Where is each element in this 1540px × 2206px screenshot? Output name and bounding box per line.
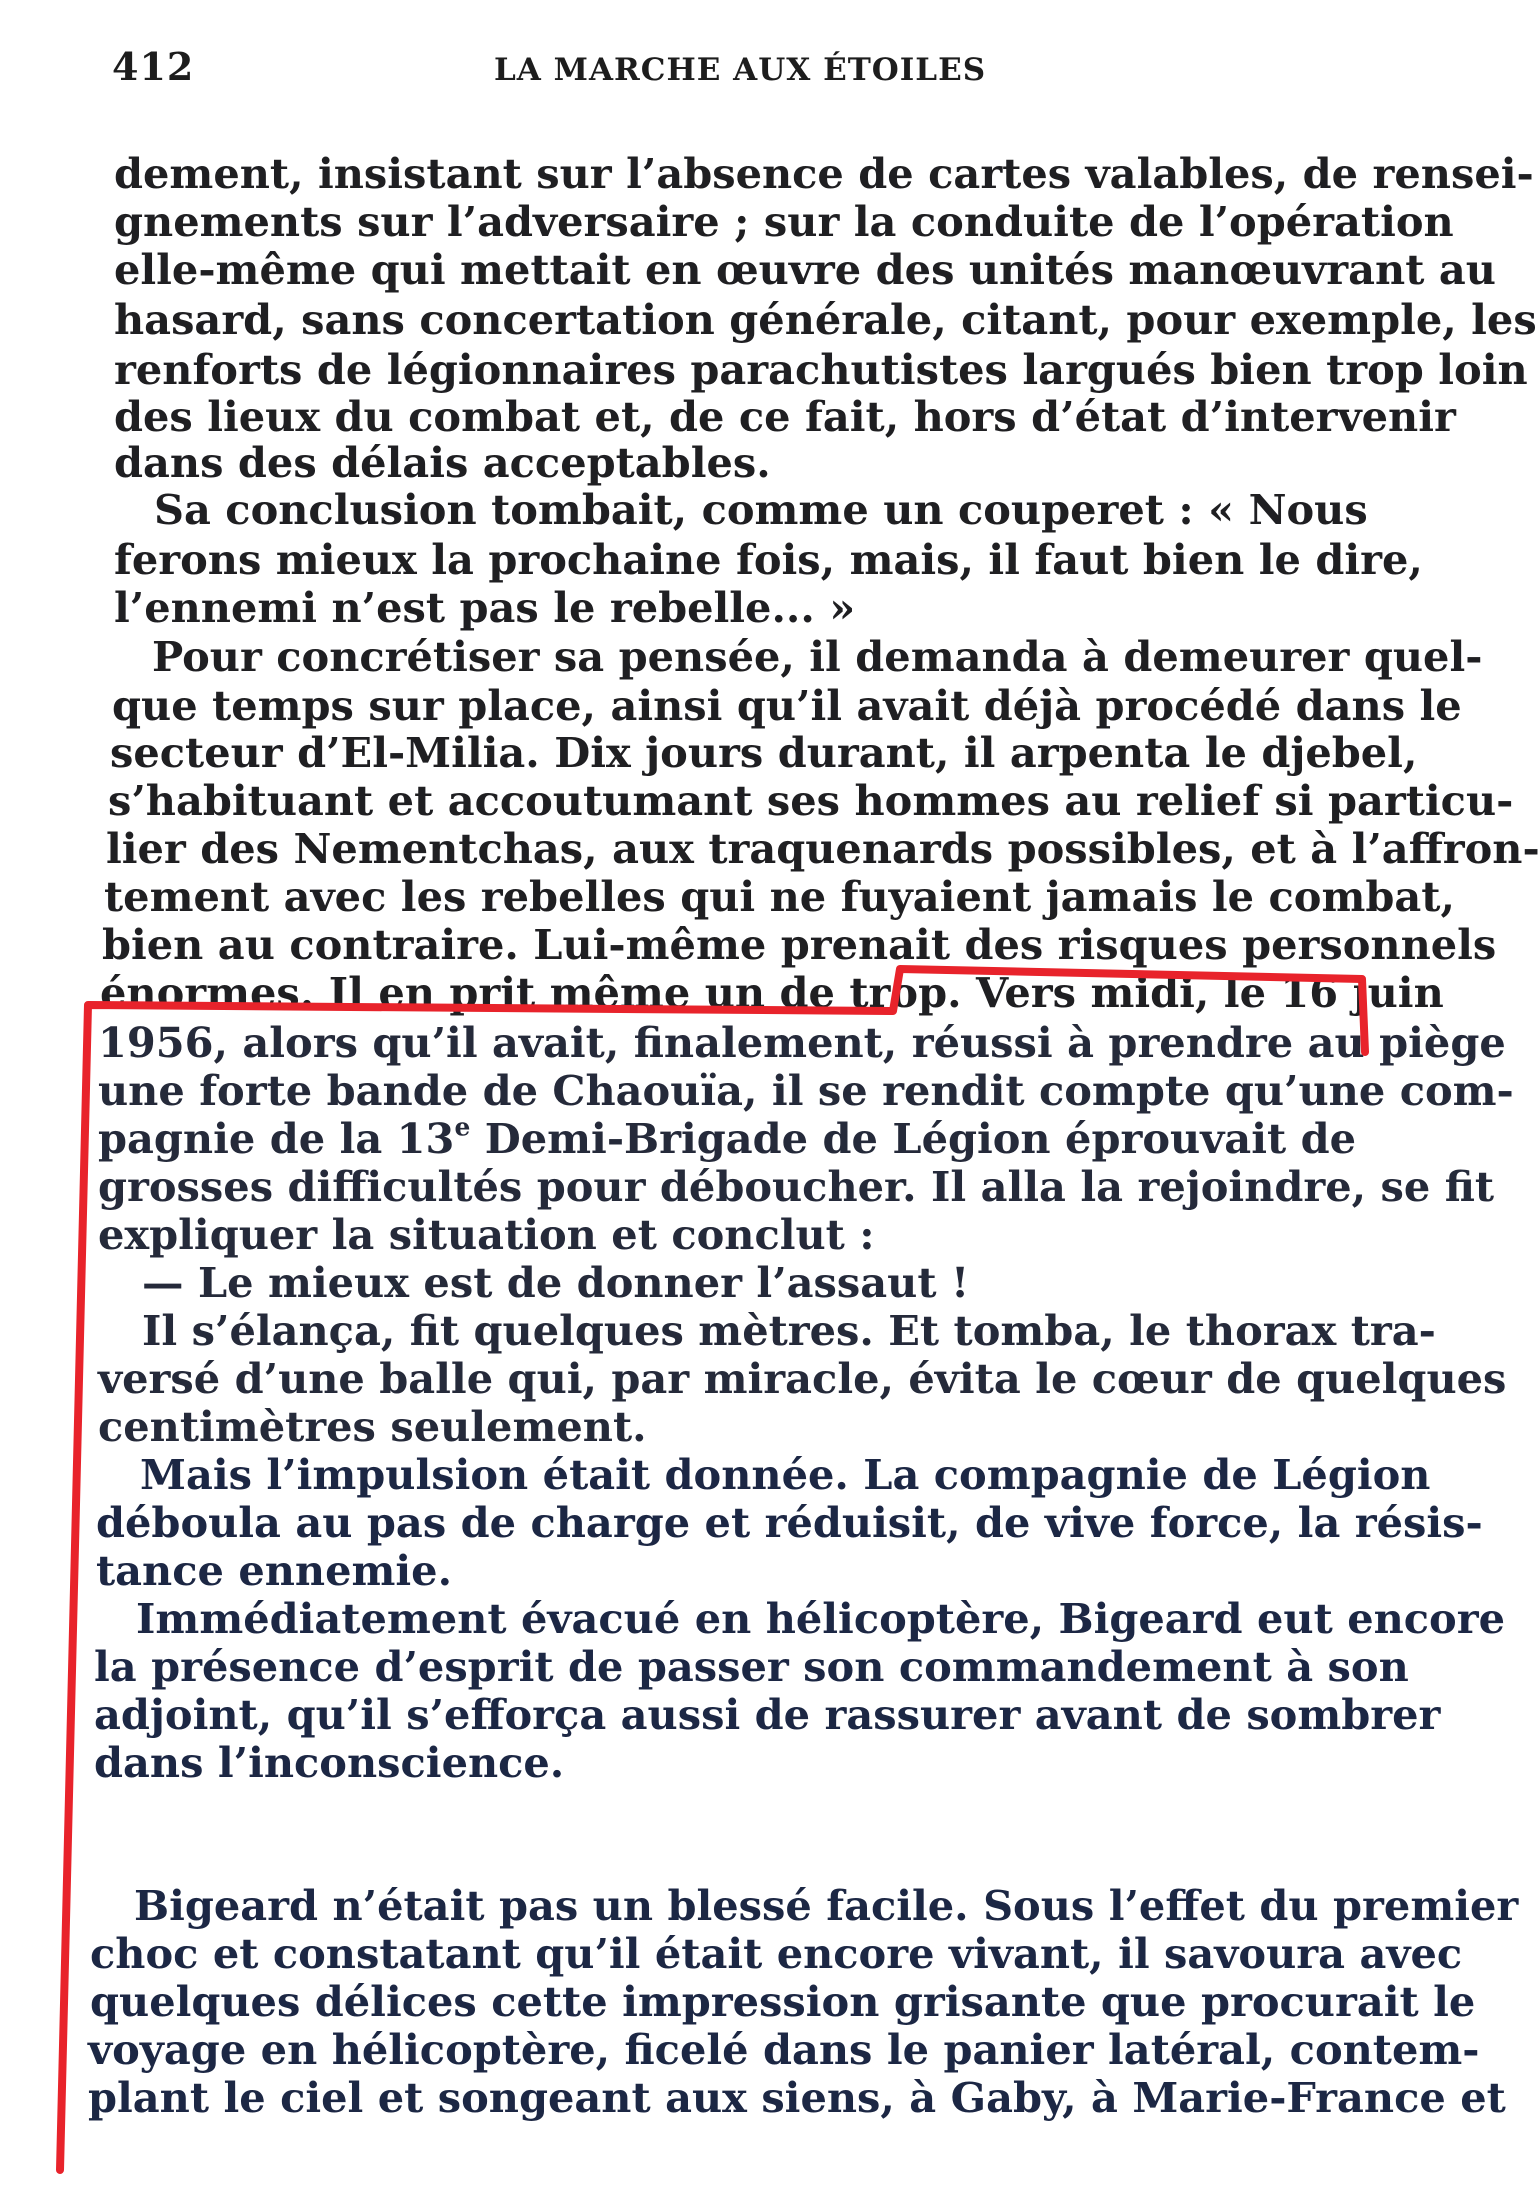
text-line: des lieux du combat et, de ce fait, hors d’état d’intervenir <box>114 392 1456 441</box>
text-line: bien au contraire. Lui-même prenait des risques personnels <box>102 920 1497 969</box>
text-line: ferons mieux la prochaine fois, mais, il faut bien le dire, <box>114 535 1423 584</box>
text-line: une forte bande de Chaouïa, il se rendit compte qu’une com- <box>98 1066 1514 1115</box>
text-line: elle-même qui mettait en œuvre des unités manœuvrant au <box>114 245 1496 294</box>
text-line: 1956, alors qu’il avait, finalement, réussi à prendre au piège <box>98 1018 1506 1067</box>
text-line: que temps sur place, ainsi qu’il avait déjà procédé dans le <box>112 681 1462 730</box>
text-line: — Le mieux est de donner l’assaut ! <box>142 1258 970 1307</box>
text-line: énormes. Il en prit même un de trop. Vers midi, le 16 juin <box>100 968 1444 1017</box>
text-line: adjoint, qu’il s’efforça aussi de rassurer avant de sombrer <box>94 1690 1441 1739</box>
text-line: déboula au pas de charge et réduisit, de vive force, la résis- <box>96 1498 1483 1547</box>
text-line: quelques délices cette impression grisante que procurait le <box>90 1977 1476 2026</box>
text-line: versé d’une balle qui, par miracle, évita le cœur de quelques <box>98 1354 1507 1403</box>
text-line: dans l’inconscience. <box>94 1738 565 1787</box>
text-line: tance ennemie. <box>96 1546 453 1595</box>
page-number: 412 <box>112 44 195 89</box>
text-line: Il s’élança, fit quelques mètres. Et tomba, le thorax tra- <box>142 1306 1436 1355</box>
text-line: choc et constatant qu’il était encore vivant, il savoura avec <box>90 1929 1463 1978</box>
text-line: Mais l’impulsion était donnée. La compagnie de Légion <box>140 1450 1431 1499</box>
text-line: hasard, sans concertation générale, citant, pour exemple, les <box>114 295 1537 344</box>
text-line: dans des délais acceptables. <box>114 438 771 487</box>
text-line: Sa conclusion tombait, comme un couperet : « Nous <box>154 485 1368 534</box>
text-line: s’habituant et accoutumant ses hommes au relief si particu- <box>108 776 1514 825</box>
text-line: grosses difficultés pour déboucher. Il alla la rejoindre, se fit <box>98 1162 1495 1211</box>
text-line: plant le ciel et songeant aux siens, à Gaby, à Marie-France et <box>88 2073 1506 2122</box>
text-line: la présence d’esprit de passer son commandement à son <box>94 1642 1409 1691</box>
text-line: voyage en hélicoptère, ficelé dans le panier latéral, contem- <box>88 2025 1480 2074</box>
text-line: expliquer la situation et conclut : <box>98 1210 875 1259</box>
text-line: centimètres seulement. <box>98 1402 647 1451</box>
text-line: Immédiatement évacué en hélicoptère, Bigeard eut encore <box>136 1594 1505 1643</box>
text-line: secteur d’El-Milia. Dix jours durant, il arpenta le djebel, <box>110 728 1418 777</box>
text-line: pagnie de la 13e Demi-Brigade de Légion éprouvait de <box>98 1112 1357 1163</box>
text-line: renforts de légionnaires parachutistes largués bien trop loin <box>114 345 1528 394</box>
text-line: Pour concrétiser sa pensée, il demanda à demeurer quel- <box>152 632 1483 681</box>
text-line: gnements sur l’adversaire ; sur la conduite de l’opération <box>114 197 1454 246</box>
text-line: l’ennemi n’est pas le rebelle... » <box>114 583 856 632</box>
text-line: tement avec les rebelles qui ne fuyaient jamais le combat, <box>104 872 1455 921</box>
text-line: lier des Nementchas, aux traquenards possibles, et à l’affron- <box>106 824 1540 873</box>
running-head: LA MARCHE AUX ÉTOILES <box>494 52 987 88</box>
text-line: dement, insistant sur l’absence de cartes valables, de rensei- <box>114 149 1534 198</box>
text-line: Bigeard n’était pas un blessé facile. Sous l’effet du premier <box>134 1881 1519 1930</box>
